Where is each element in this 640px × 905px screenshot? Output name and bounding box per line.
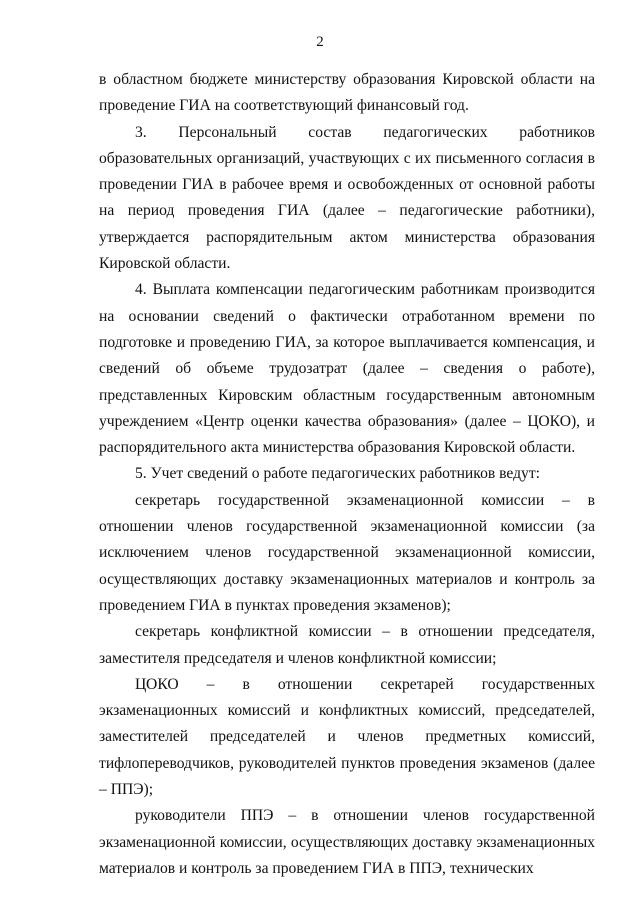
paragraph-gek-secretary: секретарь государственной экзаменационной комиссии – в отношении членов государственной экзаменационной комиссии (за исключением членов государственной экзаменационной комиссии, осуществляющих доставку экзаменационных материалов и контроль за проведением ГИА в пунктах проведения экзаменов); bbox=[99, 491, 595, 614]
paragraph-item-5: 5. Учет сведений о работе педагогических работников ведут: bbox=[135, 465, 540, 483]
paragraph-conflict-secretary: секретарь конфликтной комиссии – в отношении председателя, заместителя председателя и членов конфликтной комиссии; bbox=[99, 623, 595, 667]
paragraph-ppe-heads: руководители ППЭ – в отношении членов государственной экзаменационной комиссии, осуществляющих доставку экзаменационных материалов и контроль за проведением ГИА в ППЭ, технических bbox=[99, 807, 595, 877]
paragraph-coko: ЦОКО – в отношении секретарей государственных экзаменационных комиссий и конфликтных комиссий, председателей, заместителей председателей и членов предметных комиссий, тифлопереводчиков, руководителей пунктов проведения экзаменов (далее – ППЭ); bbox=[99, 675, 595, 799]
paragraph-continuation: в областном бюджете министерству образования Кировской области на проведение ГИА на соответствующий финансовый год. bbox=[99, 71, 595, 115]
page-number: 2 bbox=[316, 34, 324, 50]
paragraph-item-4: 4. Выплата компенсации педагогическим работникам производится на основании сведений о фактически отработанном времени по подготовке и проведению ГИА, за которое выплачивается компенсация, и сведений об объеме трудозатрат (далее – сведения о работе), представленных Кировским областным государственным автономным учреждением «Центр оценки качества образования» (далее – ЦОКО), и распорядительного акта министерства образования Кировской области. bbox=[99, 281, 595, 457]
paragraph-item-3: 3. Персональный состав педагогических работников образовательных организаций, участвующих с их письменного согласия в проведении ГИА в рабочее время и освобожденных от основной работы на период проведения ГИА (далее – педагогические работники), утверждается распорядительным актом министерства образования Кировской области. bbox=[99, 123, 595, 273]
document-body bbox=[99, 67, 595, 882]
